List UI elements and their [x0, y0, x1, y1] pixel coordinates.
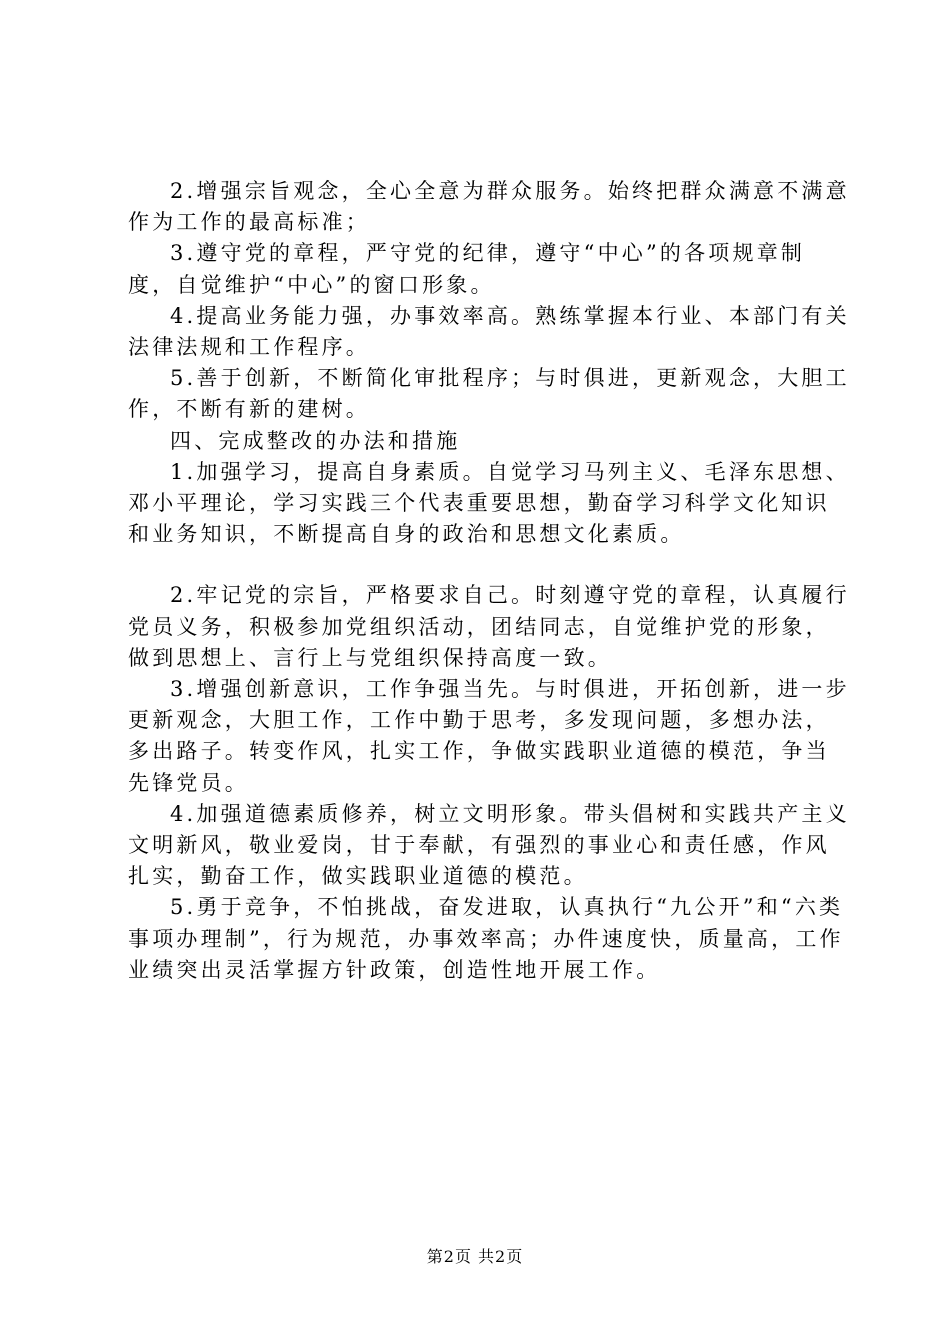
measure-item-2: 2.牢记党的宗旨，严格要求自己。时刻遵守党的章程，认真履行党员义务，积极参加党组织活动，团结同志，自觉维护党的形象，做到思想上、言行上与党组织保持高度一致。 — [128, 583, 850, 670]
paragraph-gap — [128, 550, 850, 580]
measure-item-3: 3.增强创新意识，工作争强当先。与时俱进，开拓创新，进一步更新观念，大胆工作，工作中勤于思考，多发现问题，多想办法，多出路子。转变作风，扎实工作，争做实践职业道德的模范，争当先锋党员。 — [128, 677, 850, 795]
section-heading-4: 四、完成整改的办法和措施 — [170, 428, 461, 453]
measure-item-1: 1.加强学习，提高自身素质。自觉学习马列主义、毛泽东思想、邓小平理论，学习实践三个代表重要思想，勤奋学习科学文化知识和业务知识，不断提高自身的政治和思想文化素质。 — [128, 459, 850, 547]
paragraph-item-3: 3.遵守党的章程，严守党的纪律，遵守“中心”的各项规章制度，自觉维护“中心”的窗口形象。 — [128, 241, 806, 297]
paragraph-item-4: 4.提高业务能力强，办事效率高。熟练掌握本行业、本部门有关法律法规和工作程序。 — [128, 303, 850, 360]
page-footer — [0, 1244, 950, 1267]
paragraph-item-2: 2.增强宗旨观念，全心全意为群众服务。始终把群众满意不满意作为工作的最高标准； — [128, 179, 850, 235]
paragraph-item-5: 5.善于创新，不断简化审批程序；与时俱进，更新观念，大胆工作，不断有新的建树。 — [128, 366, 850, 422]
measure-item-5: 5.勇于竞争，不怕挑战，奋发进取，认真执行“九公开”和“六类事项办理制”，行为规范，办事效率高；办件速度快，质量高，工作业绩突出灵活掌握方针政策，创造性地开展工作。 — [128, 895, 844, 982]
document-body — [128, 176, 850, 986]
page-number-label: 第2页 共2页 — [426, 1247, 524, 1266]
measure-item-4: 4.加强道德素质修养，树立文明形象。带头倡树和实践共产主义文明新风，敬业爱岗，甘于奉献，有强烈的事业心和责任感，作风扎实，勤奋工作，做实践职业道德的模范。 — [128, 801, 850, 889]
